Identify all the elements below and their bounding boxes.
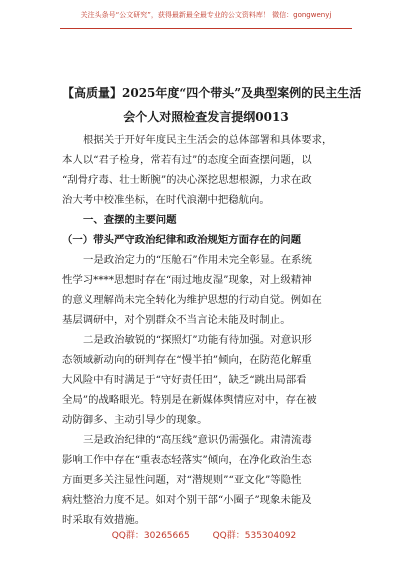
body-line: “刮骨疗毒、壮士断腕”的决心深挖思想根源，力求在政 — [62, 174, 312, 186]
subsection-heading: （一）带头严守政治纪律和政治规矩方面存在的问题 — [62, 234, 301, 246]
body-line: 二是政治敏锐的“探照灯”功能有待加强。对意识形 — [83, 334, 312, 346]
body-line: 时采取有效措施。 — [62, 514, 146, 526]
body-line: 治大考中校准坐标，在时代浪潮中把稳航向。 — [62, 194, 270, 206]
body-line: 的意义理解尚未完全转化为维护思想的行动自觉。例如在 — [62, 294, 322, 306]
body-line: 大风险中有时满足于“守好责任田”，缺乏“跳出局部看 — [62, 374, 307, 386]
section-heading: 一、查摆的主要问题 — [83, 214, 177, 226]
document-title-line-1: 【高质量】2025年度“四个带头”及典型案例的民主生活 — [62, 86, 362, 100]
body-line: 全局”的战略眼光。特别是在新媒体舆情应对中，存在被 — [62, 394, 317, 406]
footer-qq-group-2: QQ群：535304092 — [212, 531, 297, 541]
body-line: 基层调研中，对个别群众不当言论未能及时制止。 — [62, 314, 291, 326]
body-line: 方面更多关注显性问题，对“潜规则”“亚文化”等隐性 — [62, 474, 302, 486]
footer-contact — [0, 528, 408, 541]
body-line: 根据关于开好年度民主生活会的总体部署和具体要求， — [83, 134, 333, 146]
footer-qq-group-1: QQ群：30265665 — [111, 531, 190, 541]
body-line: 三是政治纪律的“高压线”意识仍需强化。肃清流毒 — [83, 434, 312, 446]
header-banner: 关注头条号“公文研究”，获得最新最全最专业的公文资料库！ 微信：gongwenyj — [80, 11, 332, 19]
body-line: 一是政治定力的“压舱石”作用未完全彰显。在系统 — [83, 254, 312, 266]
body-line: 态领域新动向的研判存在“慢半拍”倾向，在防范化解重 — [62, 354, 312, 366]
document-title-line-2: 会个人对照检查发言提纲0013 — [123, 110, 289, 124]
body-line: 影响工作中存在“重表态轻落实”倾向，在净化政治生态 — [62, 454, 312, 466]
body-line: 本人以“君子检身，常若有过”的态度全面查摆问题，以 — [62, 154, 312, 166]
body-line: 病灶整治力度不足。如对个别干部“小圈子”现象未能及 — [62, 494, 312, 506]
document-body — [62, 130, 352, 530]
body-line: 动防御多、主动引导少的现象。 — [62, 414, 208, 426]
body-line: 性学习****思想时存在“雨过地皮湿”现象，对上级精神 — [62, 274, 312, 286]
header-divider — [60, 28, 352, 29]
